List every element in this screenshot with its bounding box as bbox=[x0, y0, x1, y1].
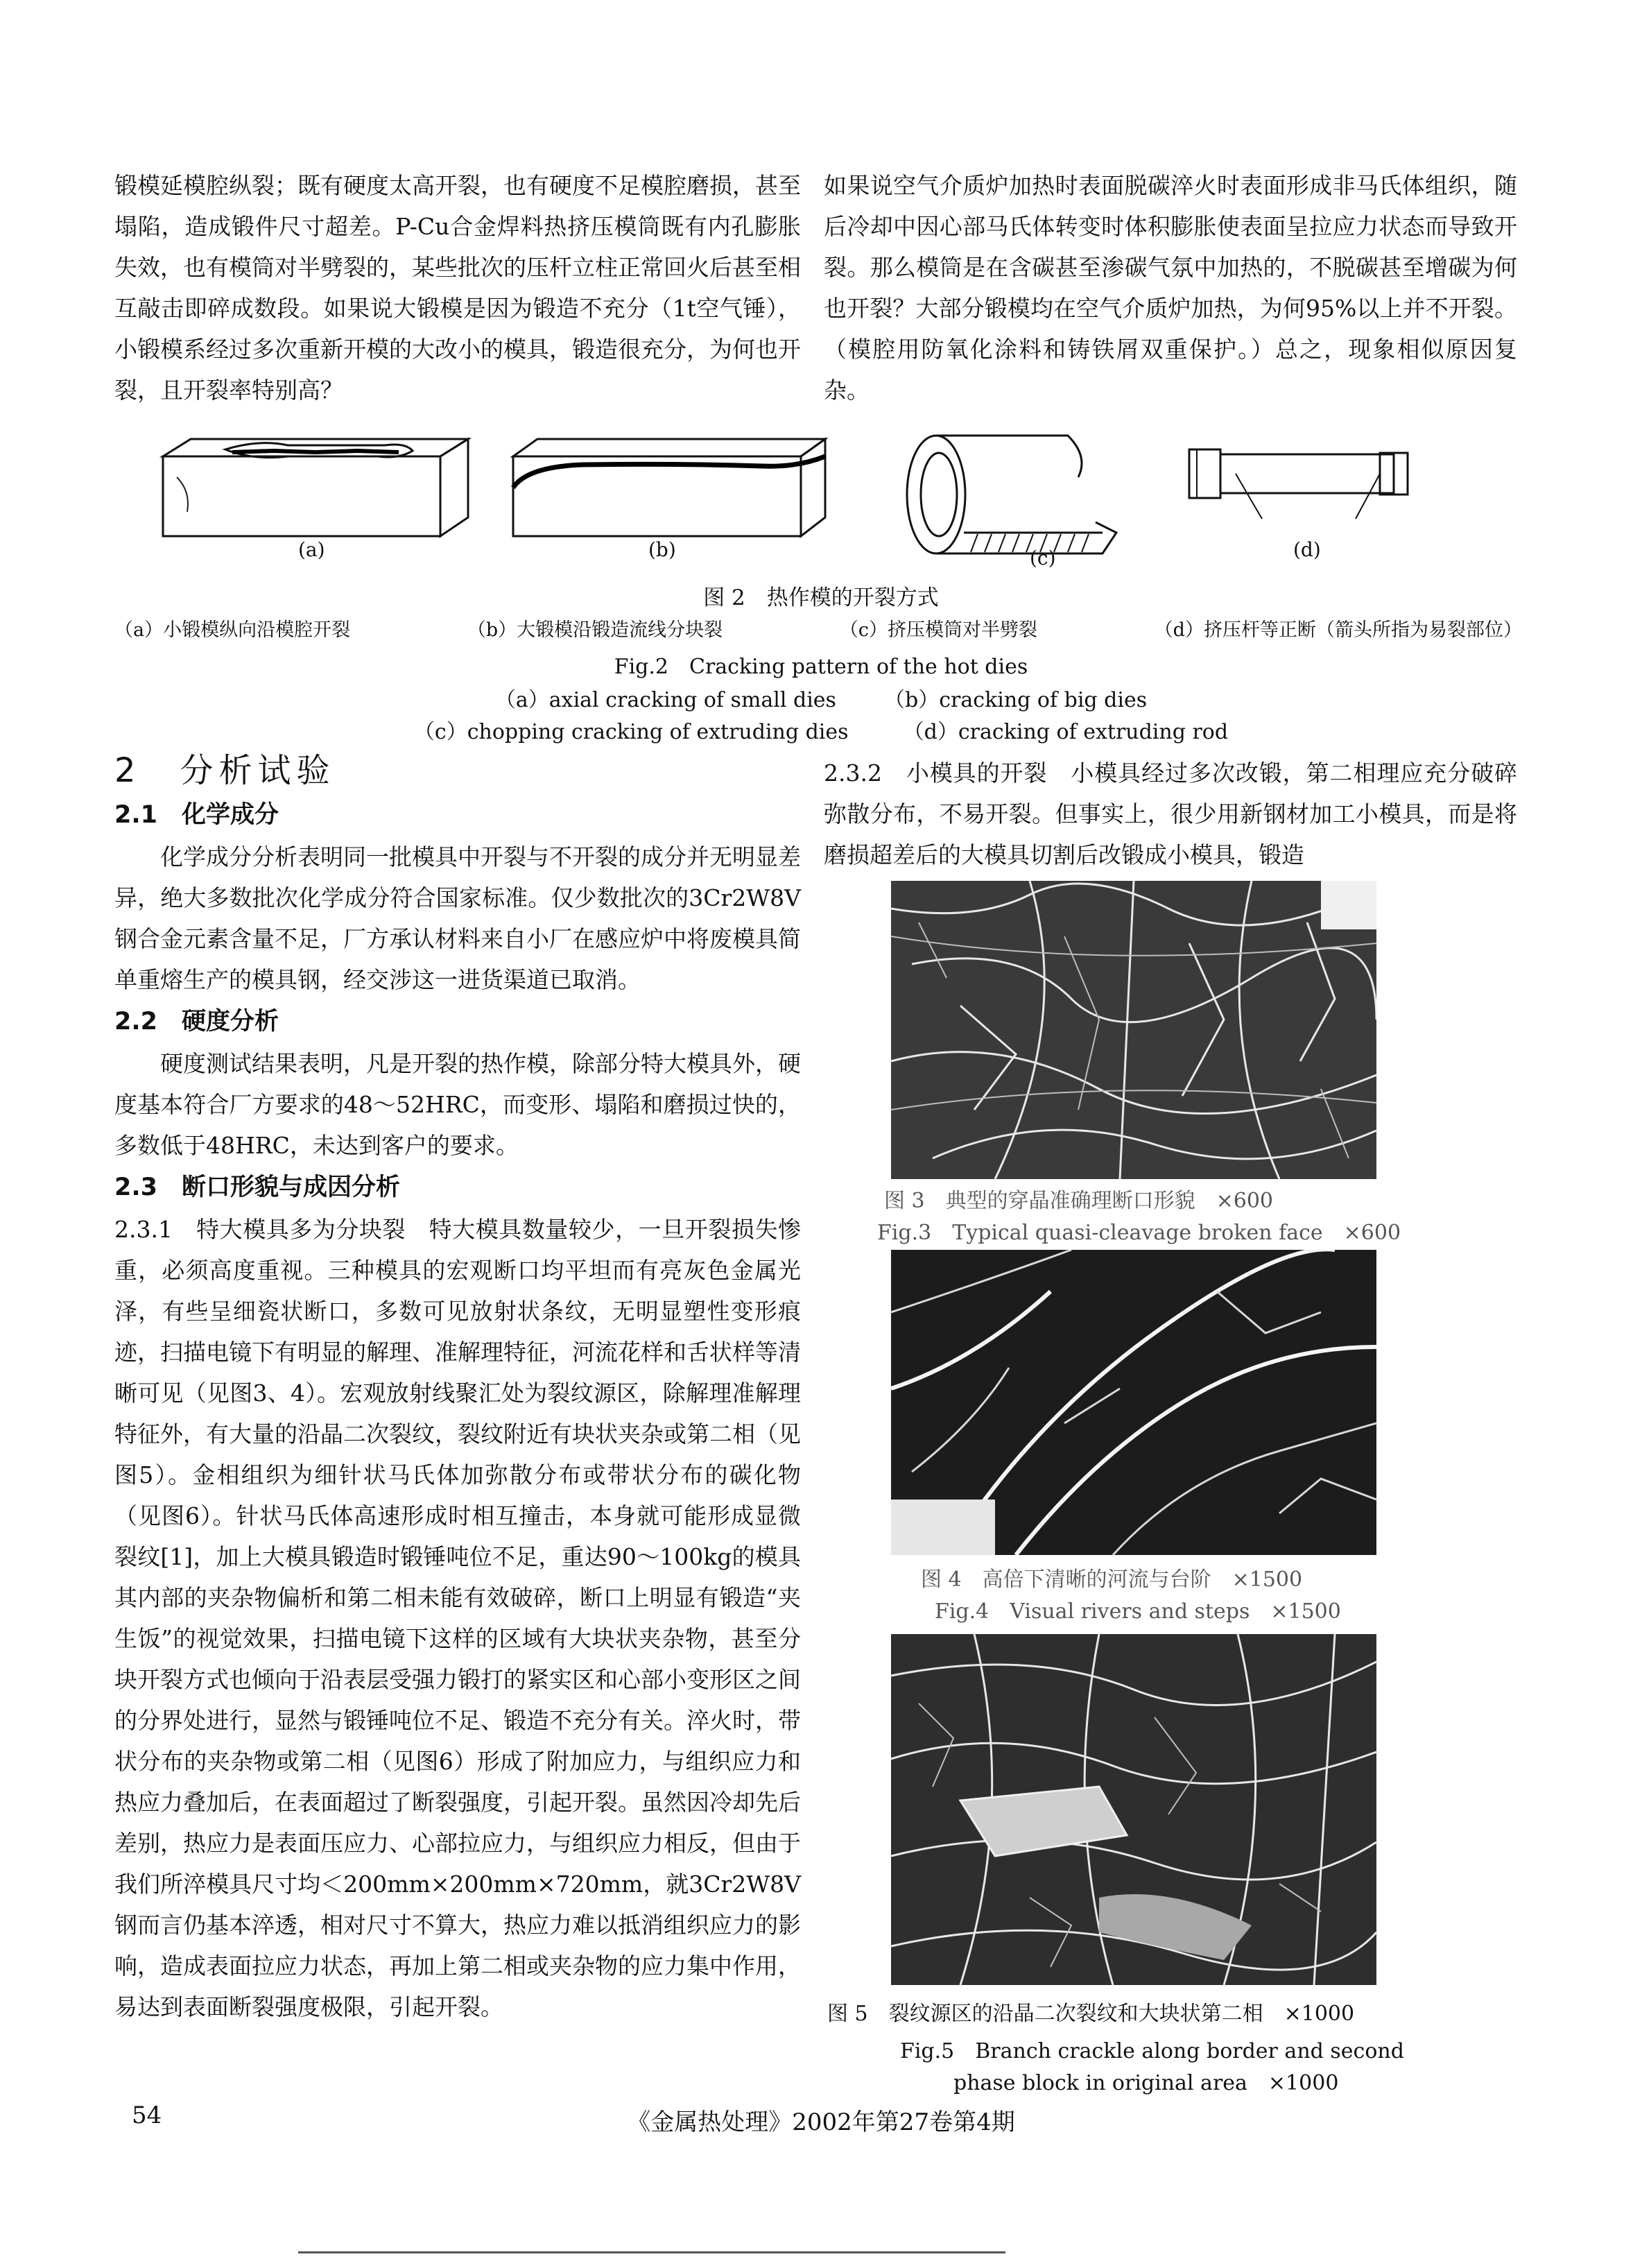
figure-2-subcaptions-cn bbox=[114, 615, 1522, 642]
section-2-right bbox=[824, 753, 1517, 875]
subcaption-d: （d）挤压杆等正断（箭头所指为易裂部位） bbox=[1154, 619, 1522, 641]
subsection-2-3-1-text: 2.3.1 特大模具多为分块裂 特大模具数量较少，一旦开裂损失惨重，必须高度重视。三种模具的宏观断口均平坦而有亮灰色金属光泽，有些呈细瓷状断口，多数可见放射状条纹，无明显塑性变形痕迹，扫描电镜下有明显的解理、准解理特征，河流花样和舌状样等清晰可见（见图3、4）。宏观放射线聚汇处为裂纹源区，除解理准解理特征外，有大量的沿晶二次裂纹，裂纹附近有块状夹杂或第二相（见图5）。金相组织为细针状马氏体加弥散分布或带状分布的碳化物（见图6）。针状马氏体高速形成时相互撞击，本身就可能形成显微裂纹[1]，加上大模具锻造时锻锤吨位不足，重达90～100kg的模具其内部的夹杂物偏析和第二相未能有效破碎，断口上明显有锻造“夹生饭”的视觉效果，扫描电镜下这样的区域有大块状夹杂物，甚至分块开裂方式也倾向于沿表层受强力锻打的紧实区和心部小变形区之间的分界处进行，显然与锻锤吨位不足、锻造不充分有关。淬火时，带状分布的夹杂物或第二相（见图6）形成了附加应力，与组织应力和热应力叠加后，在表面超过了断裂强度，引起开裂。虽然因冷却先后差别，热应力是表面压应力、心部拉应力，与组织应力相反，但由于我们所淬模具尺寸均＜200mm×200mm×720mm，就3Cr2W8V钢而言仍基本淬透，相对尺寸不算大，热应力难以抵消组织应力的影响，造成表面拉应力状态，再加上第二相或夹杂物的应力集中作用，易达到表面断裂强度极限，引起开裂。 bbox=[114, 1216, 801, 2020]
right-column-top bbox=[824, 165, 1517, 411]
paragraph: 锻模延模腔纵裂；既有硬度太高开裂，也有硬度不足模腔磨损，甚至塌陷，造成锻件尺寸超差。P-Cu合金焊料热挤压模筒既有内孔膨胀失效，也有模筒对半劈裂的，某些批次的压杆立柱正常回火后甚至相互敲击即碎成数段。如果说大锻模是因为锻造不充分（1t空气锤），小锻模系经过多次重新开模的大改小的模具，锻造很充分，为何也开裂，且开裂率特别高？ bbox=[114, 172, 801, 404]
figure-3-caption-en: Fig.3 Typical quasi-cleavage broken face ×600 bbox=[877, 1221, 1401, 1245]
subcaption-c: （c）挤压模筒对半劈裂 bbox=[839, 619, 1037, 641]
subsection-2-3-2-text: 2.3.2 小模具的开裂 小模具经过多次改锻，第二相理应充分破碎弥散分布，不易开裂。但事实上，很少用新钢材加工小模具，而是将磨损超差后的大模具切割后改锻成小模具，锻造 bbox=[824, 759, 1517, 868]
journal-footer: 《金属热处理》2002年第27卷第4期 bbox=[627, 2108, 1015, 2136]
figure-5-caption-en-2: phase block in original area ×1000 bbox=[953, 2071, 1339, 2095]
subsection-2-1-text: 化学成分分析表明同一批模具中开裂与不开裂的成分并无明显差异，绝大多数批次化学成分符合国家标准。仅少数批次的3Cr2W8V钢合金元素含量不足，厂方承认材料来自小厂在感应炉中将废模具简单重熔生产的模具钢，经交涉这一进货渠道已取消。 bbox=[114, 843, 801, 993]
subcaption-b: （b）大锻模沿锻造流线分块裂 bbox=[467, 619, 723, 641]
subcaption-en-a: （a）axial cracking of small dies bbox=[494, 688, 836, 712]
figure-2-subcaptions-en-1 bbox=[0, 682, 1642, 713]
figure-4-caption-en: Fig.4 Visual rivers and steps ×1500 bbox=[935, 1599, 1341, 1624]
left-column-top bbox=[114, 165, 801, 411]
figure-2-drawings bbox=[114, 429, 1522, 574]
figure-2-subcaptions-en-2 bbox=[0, 714, 1642, 745]
subcaption-en-c: （c）chopping cracking of extruding dies bbox=[413, 720, 849, 744]
figure-3-caption-cn: 图 3 典型的穿晶准确理断口形貌 ×600 bbox=[884, 1189, 1274, 1213]
figure-4-caption-cn: 图 4 高倍下清晰的河流与台阶 ×1500 bbox=[921, 1567, 1303, 1592]
figure-5-caption-en-1: Fig.5 Branch crackle along border and second bbox=[900, 2039, 1404, 2063]
figure-2-title-en: Fig.2 Cracking pattern of the hot dies bbox=[614, 655, 1028, 679]
section-title: 2 分析试验 bbox=[114, 751, 336, 790]
figure-2d-label: (d) bbox=[1293, 538, 1321, 561]
figure-2b-drawing bbox=[499, 436, 832, 540]
figure-2c-label: (c) bbox=[1030, 547, 1056, 569]
figure-2d-drawing bbox=[1186, 446, 1415, 536]
subcaption-en-b: （b）cracking of big dies bbox=[884, 688, 1148, 712]
subcaption-a: （a）小锻模纵向沿模腔开裂 bbox=[114, 619, 351, 641]
section-2-left bbox=[114, 748, 801, 2027]
figure-4-micrograph bbox=[891, 1250, 1376, 1555]
subsection-2-3-title: 2.3 断口形貌与成因分析 bbox=[114, 1174, 401, 1201]
page-number: 54 bbox=[132, 2102, 162, 2129]
figure-2c-drawing bbox=[895, 429, 1130, 560]
bottom-rule bbox=[298, 2251, 1005, 2253]
figure-2-title-cn: 图 2 热作模的开裂方式 bbox=[703, 585, 939, 610]
figure-5-caption-cn: 图 5 裂纹源区的沿晶二次裂纹和大块状第二相 ×1000 bbox=[827, 2002, 1355, 2026]
figure-2a-label: (a) bbox=[298, 538, 325, 561]
figure-5-micrograph bbox=[891, 1634, 1376, 1985]
paragraph: 如果说空气介质炉加热时表面脱碳淬火时表面形成非马氏体组织，随后冷却中因心部马氏体转变时体积膨胀使表面呈拉应力状态而导致开裂。那么模筒是在含碳甚至渗碳气氛中加热的，不脱碳甚至增碳为何也开裂？大部分锻模均在空气介质炉加热，为何95%以上并不开裂。（模腔用防氧化涂料和铸铁屑双重保护。）总之，现象相似原因复杂。 bbox=[824, 172, 1517, 404]
subsection-2-1-title: 2.1 化学成分 bbox=[114, 801, 279, 829]
subcaption-en-d: （d）cracking of extruding rod bbox=[903, 720, 1229, 744]
figure-2b-label: (b) bbox=[648, 538, 676, 561]
figure-2a-drawing bbox=[149, 436, 475, 540]
figure-3-micrograph bbox=[891, 881, 1376, 1179]
subsection-2-2-text: 硬度测试结果表明，凡是开裂的热作模，除部分特大模具外，硬度基本符合厂方要求的48～52HRC，而变形、塌陷和磨损过快的，多数低于48HRC，未达到客户的要求。 bbox=[114, 1050, 801, 1159]
subsection-2-2-title: 2.2 硬度分析 bbox=[114, 1008, 279, 1036]
